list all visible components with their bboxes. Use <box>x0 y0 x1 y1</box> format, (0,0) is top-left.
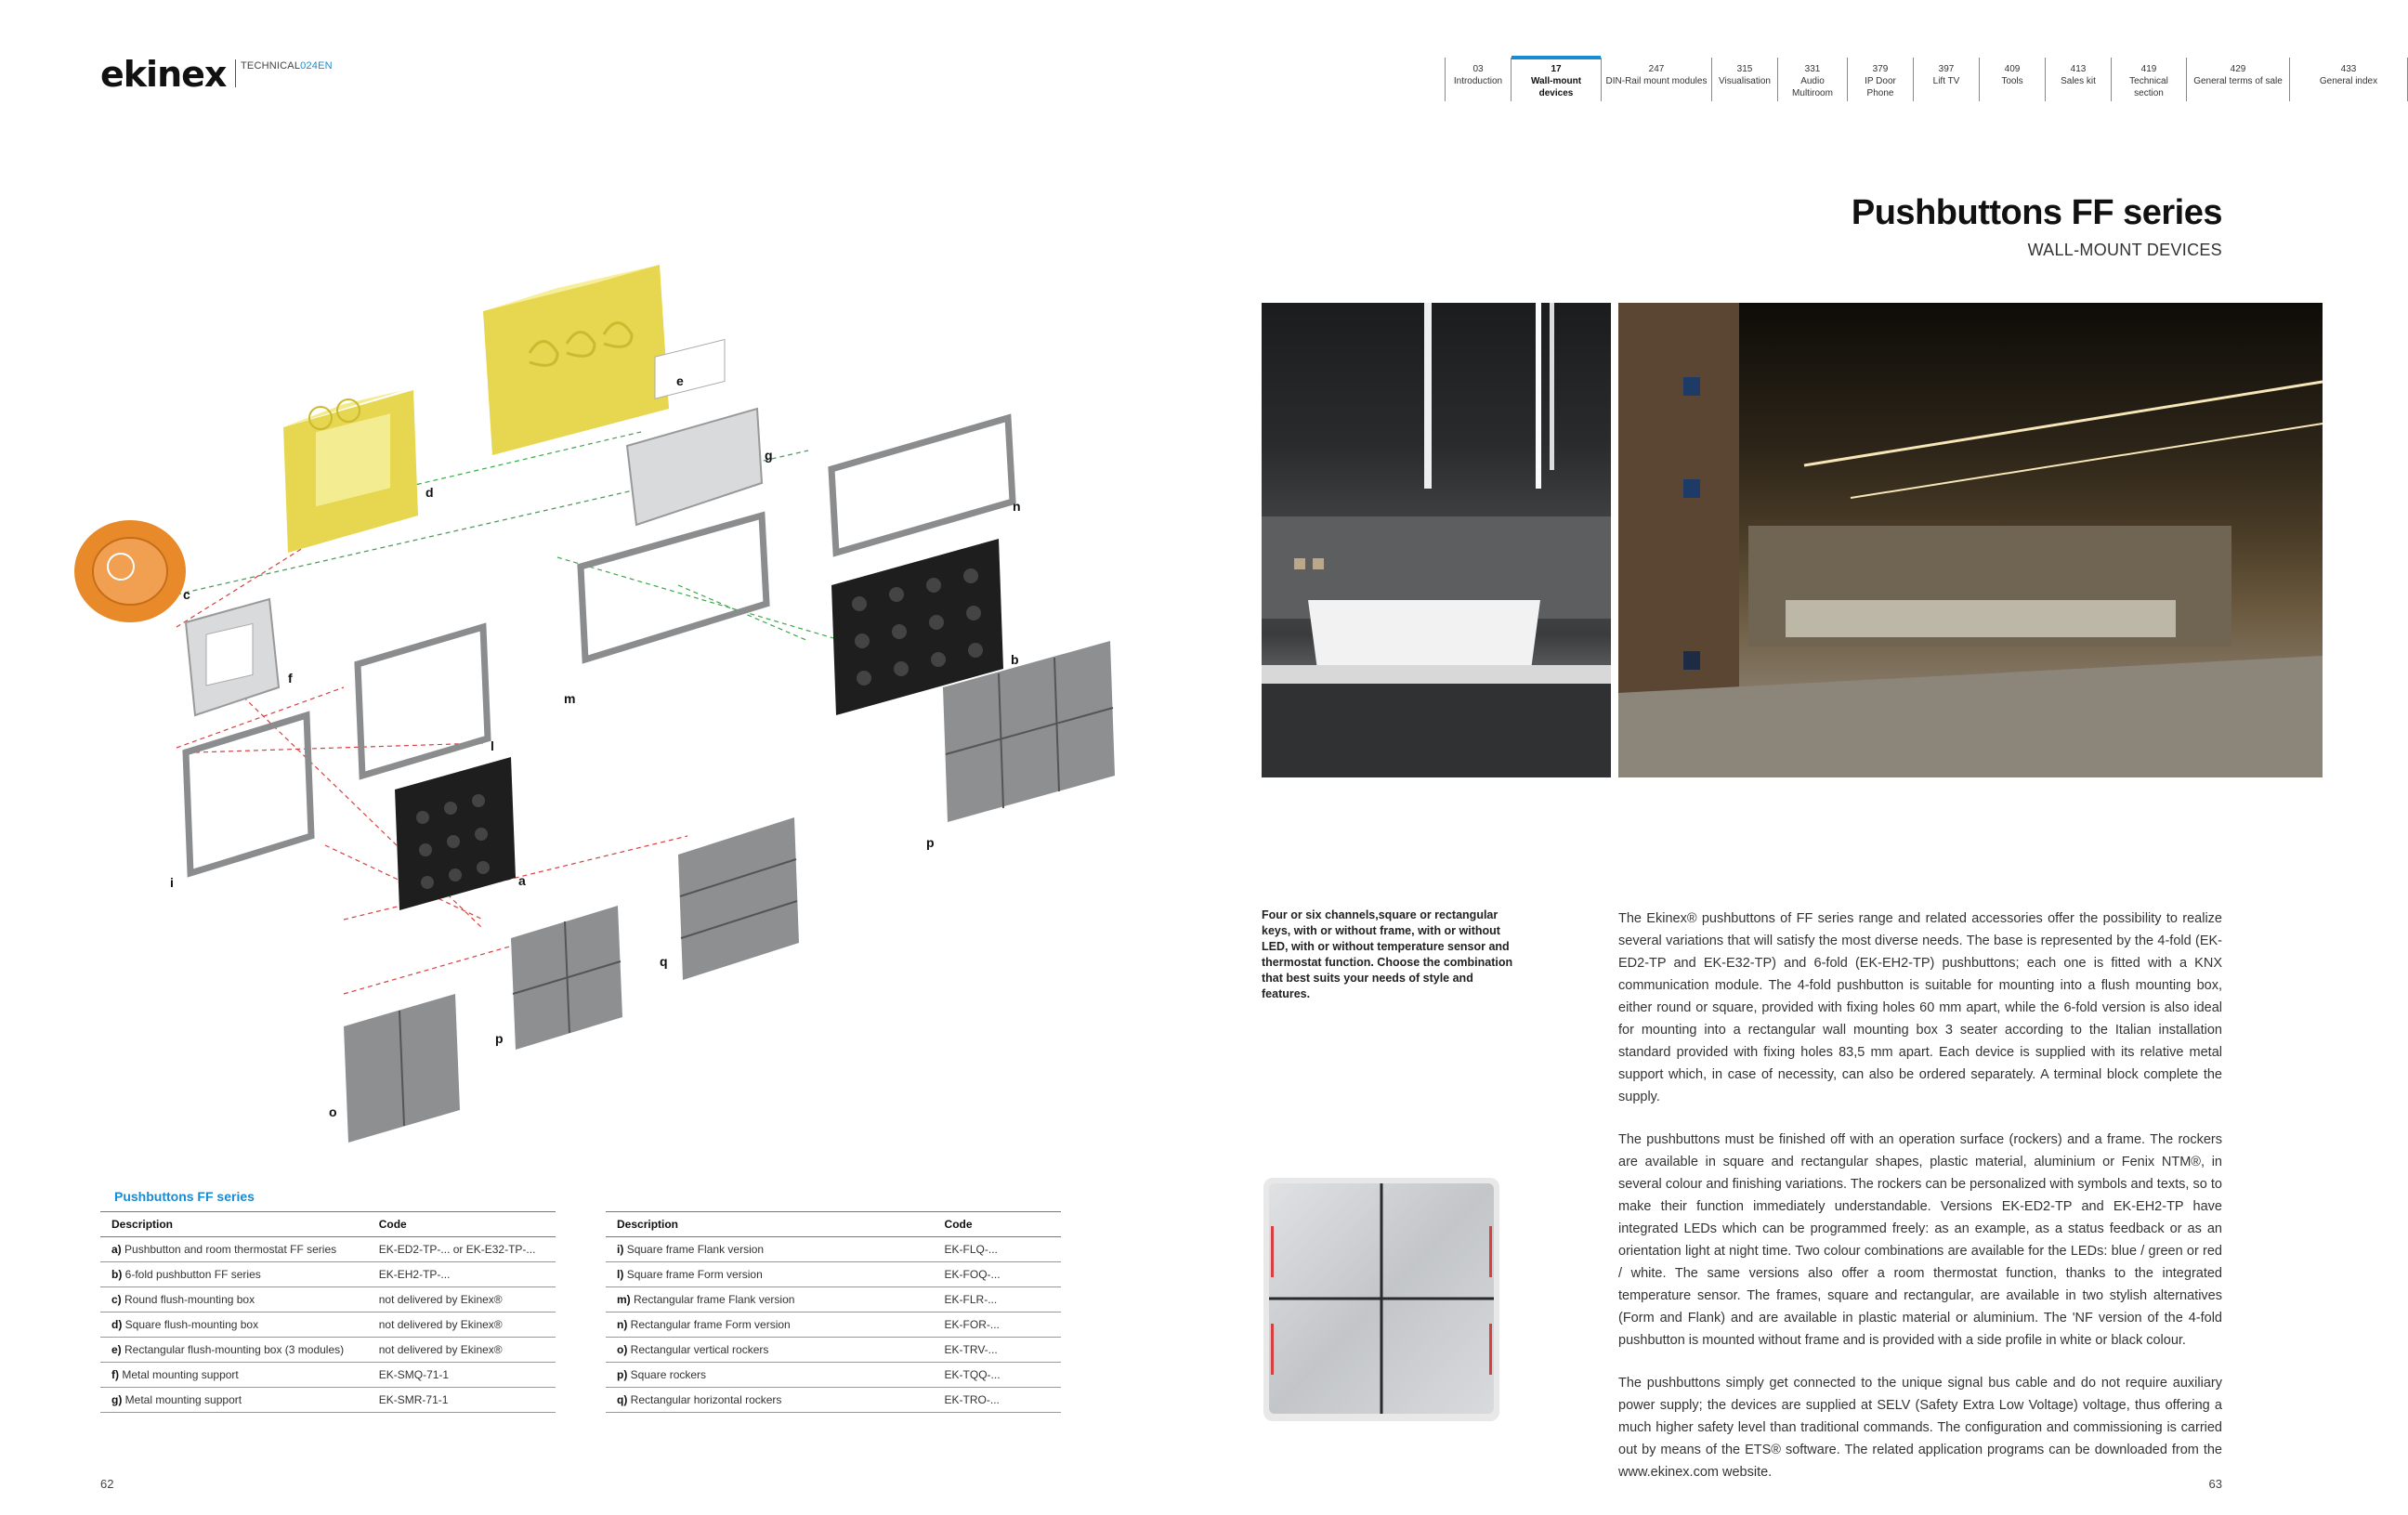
row-key: g) <box>111 1393 123 1406</box>
row-description <box>100 1338 368 1363</box>
label-f: f <box>288 671 293 686</box>
row-description <box>100 1262 368 1287</box>
nav-tab-page: 429 <box>2230 64 2246 74</box>
nav-tab-12[interactable] <box>2290 58 2408 101</box>
nav-tab-8[interactable] <box>1980 58 2046 101</box>
column-header-code: Code <box>368 1212 556 1237</box>
nav-tab-9[interactable] <box>2046 58 2112 101</box>
table-row <box>100 1262 556 1287</box>
label-p-center: p <box>495 1031 504 1046</box>
row-code: not delivered by Ekinex® <box>368 1313 556 1338</box>
row-description-text: Rectangular frame Flank version <box>634 1293 795 1306</box>
row-description <box>606 1313 934 1338</box>
photo-wine-shop <box>1618 303 2323 777</box>
body-paragraph-3: The pushbuttons simply get connected to the unique signal bus cable and do not require auxiliary power supply; the devices are supplied at SELV (Safety Extra Low Voltage) voltage, thus offering a much higher safety level than traditional commands. The configuration and commissioning is carried out by means of the ETS® software. The related application programs can be downloaded from the www.ekinex.com website. <box>1618 1376 2222 1480</box>
row-key: l) <box>617 1268 624 1281</box>
tag-suffix: 024EN <box>300 60 333 72</box>
rect-frame-n <box>831 418 1013 553</box>
product-image-4fold-pushbutton <box>1256 1170 1507 1430</box>
table-row <box>100 1237 556 1262</box>
table-row <box>606 1262 1061 1287</box>
label-q: q <box>660 954 668 969</box>
row-description-text: Rectangular horizontal rockers <box>630 1393 782 1406</box>
page-subtitle: WALL-MOUNT DEVICES <box>2027 241 2222 259</box>
row-key: m) <box>617 1293 631 1306</box>
column-header-description: Description <box>606 1212 934 1237</box>
table-title: Pushbuttons FF series <box>114 1189 255 1204</box>
page-title: Pushbuttons FF series <box>1851 193 2222 232</box>
row-description <box>606 1287 934 1313</box>
table-row <box>100 1363 556 1388</box>
label-o: o <box>329 1104 337 1119</box>
metal-support-f <box>186 599 279 715</box>
row-code: EK-TRO-... <box>934 1388 1061 1413</box>
row-key: e) <box>111 1343 122 1356</box>
column-header-code: Code <box>934 1212 1061 1237</box>
row-code: EK-SMQ-71-1 <box>368 1363 556 1388</box>
row-description-text: Metal mounting support <box>122 1368 239 1381</box>
row-description <box>100 1363 368 1388</box>
table-row <box>100 1388 556 1413</box>
row-code: EK-FLR-... <box>934 1287 1061 1313</box>
body-paragraph-1: The Ekinex® pushbuttons of FF series range and related accessories offer the possibility to realize several variations that will satisfy the most diverse needs. The base is represented by the 4-fold (EK-ED2-TP and EK-E32-TP) and 6-fold (EK-EH2-TP) pushbuttons; each one is fitted with a KNX communication module. The 4-fold pushbutton is suitable for mounting into a flush mounting box, either round or square, provided with fixing holes 60 mm apart, while the 6-fold version is also ideal for mounting into a rectangular wall mounting box 3 seater according to the Italian installation standard provided with fixing holes 83,5 mm apart. Each device is supplied with its relative metal support which, in case of necessity, can also be ordered separately. A terminal block complete the supply. <box>1618 911 2222 1104</box>
nav-tab-page: 419 <box>2140 64 2157 74</box>
row-key: n) <box>617 1318 628 1331</box>
nav-tab-label: DIN-Rail mount modules <box>1605 76 1708 86</box>
table-row <box>100 1287 556 1313</box>
rockers-o <box>344 994 460 1143</box>
row-code: EK-EH2-TP-... <box>368 1262 556 1287</box>
square-frame-i <box>186 715 311 873</box>
row-code: EK-FOQ-... <box>934 1262 1061 1287</box>
row-description-text: Rectangular flush-mounting box (3 modules) <box>124 1343 345 1356</box>
row-description <box>100 1237 368 1262</box>
label-e: e <box>676 373 684 388</box>
nav-tab-page: 397 <box>1938 64 1955 74</box>
label-l: l <box>491 738 494 753</box>
nav-tab-label: Technical section <box>2129 76 2168 98</box>
table-row <box>606 1237 1061 1262</box>
row-code: EK-FOR-... <box>934 1313 1061 1338</box>
label-a: a <box>518 873 526 888</box>
row-description-text: Rectangular vertical rockers <box>630 1343 769 1356</box>
nav-tab-label: General index <box>2319 76 2378 86</box>
row-description <box>606 1262 934 1287</box>
round-box-c <box>74 520 186 622</box>
exploded-diagram <box>37 251 1115 1143</box>
row-key: i) <box>617 1243 624 1256</box>
nav-tab-page: 247 <box>1648 64 1665 74</box>
nav-tab-1[interactable] <box>1445 58 1512 101</box>
row-description-text: Square frame Flank version <box>626 1243 765 1256</box>
nav-tab-page: 409 <box>2004 64 2021 74</box>
table-row <box>606 1363 1061 1388</box>
row-description <box>606 1237 934 1262</box>
brand-logo: ekinex <box>100 54 227 95</box>
row-key: d) <box>111 1318 123 1331</box>
pushbutton-a <box>395 757 516 910</box>
body-text <box>1618 908 2222 1504</box>
row-description-text: Square rockers <box>630 1368 707 1381</box>
row-description <box>100 1313 368 1338</box>
nav-tab-page: 413 <box>2070 64 2087 74</box>
row-code: not delivered by Ekinex® <box>368 1338 556 1363</box>
row-description-text: Square flush-mounting box <box>124 1318 259 1331</box>
table-row <box>606 1388 1061 1413</box>
row-code: EK-TQQ-... <box>934 1363 1061 1388</box>
rect-frame-m <box>581 516 766 660</box>
label-d: d <box>425 485 434 500</box>
label-n: n <box>1013 499 1021 514</box>
row-description <box>606 1363 934 1388</box>
row-code: not delivered by Ekinex® <box>368 1287 556 1313</box>
row-description <box>606 1388 934 1413</box>
nav-tab-label: Sales kit <box>2061 76 2096 86</box>
table-row <box>606 1338 1061 1363</box>
body-paragraph-2: The pushbuttons must be finished off with an operation surface (rockers) and a frame. The rockers are available in square and rectangular shapes, plastic material, aluminium or Fenix NTM®, in several colour and finishing variations. The rockers can be personalized with symbols and texts, so to make their function immediately understandable. Versions EK-ED2-TP and EK-EH2-TP have integrated LEDs which can be programmed freely: as an example, as a status feedback or as an orientation light at night time. Two colour combinations are available for the LEDs: blue / green or red / white. The same versions also offer a room thermostat function, thanks to the integrated temperature sensor. The frames, square and rectangular, are available in two stylish alternatives (Form and Flank) and are available in plastic material or aluminium. The 'NF version of the 4-fold pushbutton is mounted without frame and is provided with a side profile in white or black colour. <box>1618 1132 2222 1348</box>
label-b: b <box>1011 652 1019 667</box>
photo-bathroom <box>1262 303 1611 777</box>
row-description-text: Rectangular frame Form version <box>630 1318 791 1331</box>
square-box-d <box>283 390 418 553</box>
row-key: b) <box>111 1268 123 1281</box>
tag-prefix: TECHNICAL <box>241 60 301 72</box>
label-g: g <box>765 448 773 463</box>
row-key: q) <box>617 1393 628 1406</box>
table-row <box>606 1287 1061 1313</box>
nav-tab-label: Tools <box>2001 76 2023 86</box>
row-key: p) <box>617 1368 628 1381</box>
page-number-right: 63 <box>2208 1477 2222 1491</box>
row-key: f) <box>111 1368 119 1381</box>
row-description-text: Pushbutton and room thermostat FF series <box>124 1243 337 1256</box>
table-row <box>100 1338 556 1363</box>
rockers-q <box>678 817 799 980</box>
table-row <box>100 1313 556 1338</box>
nav-tab-label: Wall-mount devices <box>1530 76 1582 98</box>
row-description <box>606 1338 934 1363</box>
nav-tab-7[interactable] <box>1914 58 1980 101</box>
nav-tab-5[interactable] <box>1778 58 1848 101</box>
row-description-text: 6-fold pushbutton FF series <box>124 1268 261 1281</box>
row-description-text: Metal mounting support <box>124 1393 242 1406</box>
nav-tab-label: Visualisation <box>1719 76 1771 86</box>
nav-tab-6[interactable] <box>1848 58 1914 101</box>
components-table-right <box>606 1211 1061 1413</box>
row-key: o) <box>617 1343 628 1356</box>
nav-tab-page: 315 <box>1736 64 1753 74</box>
row-description <box>100 1287 368 1313</box>
label-c: c <box>183 587 190 602</box>
square-frame-l <box>358 627 488 776</box>
row-description-text: Square frame Form version <box>626 1268 763 1281</box>
column-header-description: Description <box>100 1212 368 1237</box>
document-tag <box>241 60 333 72</box>
nav-tab-label: Introduction <box>1453 76 1503 86</box>
label-i: i <box>170 875 174 890</box>
section-nav <box>1445 58 2408 101</box>
nav-tab-page: 379 <box>1872 64 1889 74</box>
components-table-left <box>100 1211 556 1413</box>
row-description <box>100 1388 368 1413</box>
label-p-right: p <box>926 835 935 850</box>
row-code: EK-TRV-... <box>934 1338 1061 1363</box>
nav-tab-4[interactable] <box>1712 58 1778 101</box>
logo-divider <box>235 59 236 87</box>
row-code: EK-ED2-TP-... or EK-E32-TP-... <box>368 1237 556 1262</box>
page-number-left: 62 <box>100 1477 114 1491</box>
nav-tab-page: 433 <box>2340 64 2357 74</box>
row-key: c) <box>111 1293 122 1306</box>
row-code: EK-SMR-71-1 <box>368 1388 556 1413</box>
table-row <box>606 1313 1061 1338</box>
label-m: m <box>564 691 576 706</box>
row-code: EK-FLQ-... <box>934 1237 1061 1262</box>
rockers-p-center <box>511 906 622 1050</box>
nav-tab-page: 17 <box>1551 64 1562 74</box>
nav-tab-page: 331 <box>1804 64 1821 74</box>
nav-tab-label: Audio Multiroom <box>1792 76 1833 98</box>
row-description-text: Round flush-mounting box <box>124 1293 255 1306</box>
nav-tab-label: General terms of sale <box>2193 76 2283 86</box>
nav-tab-10[interactable] <box>2112 58 2187 101</box>
nav-tab-11[interactable] <box>2187 58 2290 101</box>
rectangular-box-e <box>483 265 669 455</box>
intro-summary: Four or six channels,square or rectangular keys, with or without frame, with or without LED, with or without temperature sensor and thermostat function. Choose the combination that best suits your needs of style and features. <box>1262 908 1513 1000</box>
nav-tab-3[interactable] <box>1602 58 1712 101</box>
nav-tab-label: Lift TV <box>1932 76 1960 86</box>
nav-tab-page: 03 <box>1472 64 1484 74</box>
nav-tab-label: IP Door Phone <box>1865 76 1896 98</box>
row-key: a) <box>111 1243 122 1256</box>
nav-tab-2[interactable] <box>1512 58 1602 101</box>
